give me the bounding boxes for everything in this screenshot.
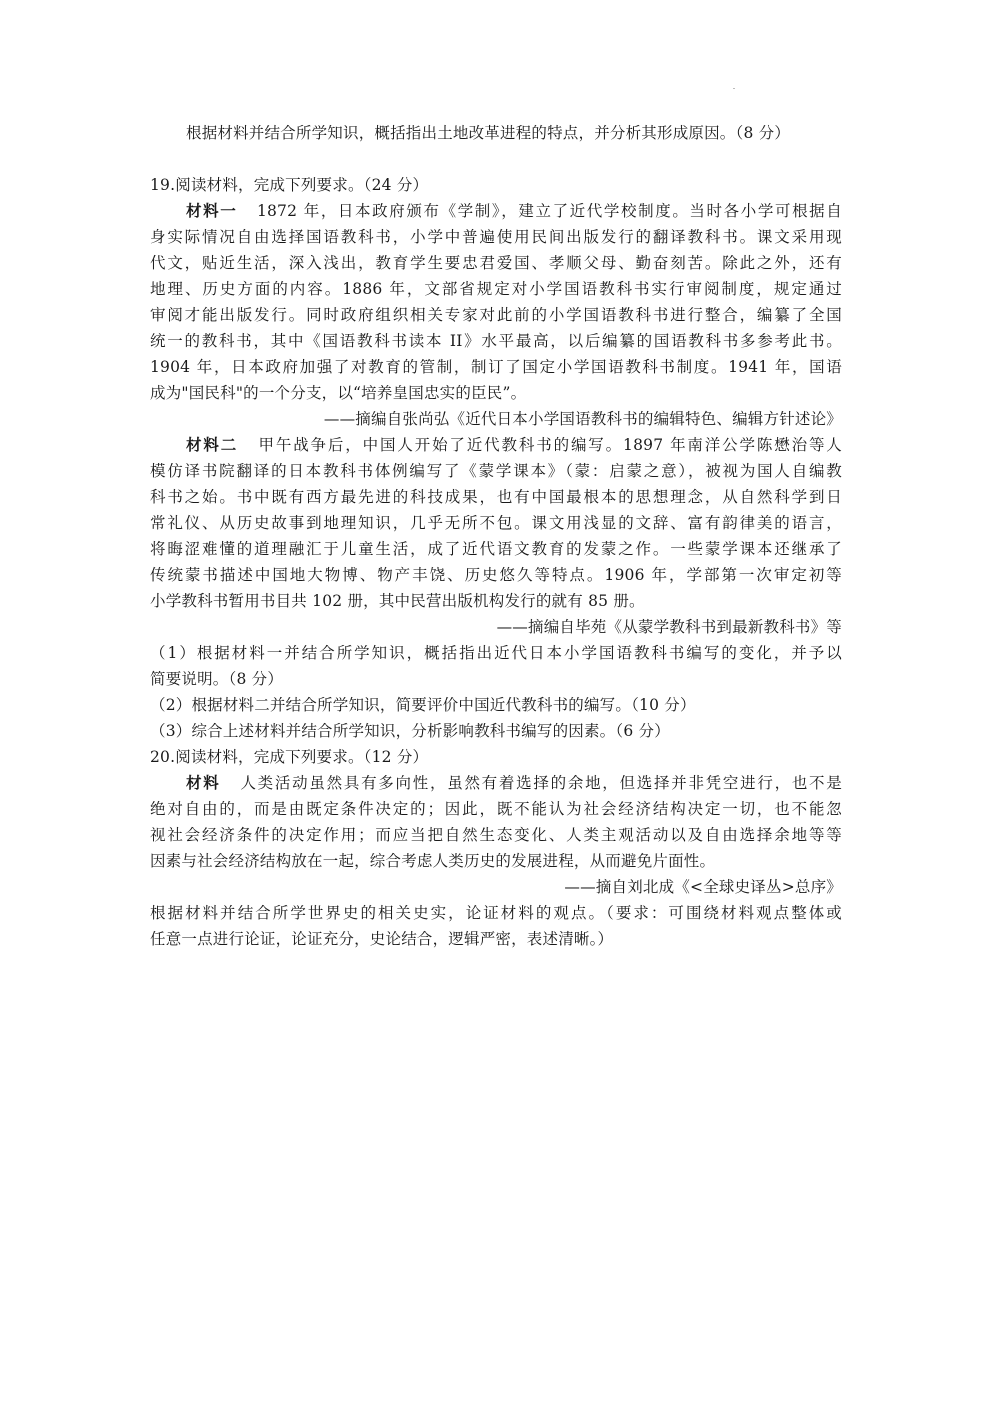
q19-header: 19.阅读材料，完成下列要求。（24 分）: [150, 176, 429, 194]
q19-material1-label: 材料一: [186, 201, 238, 220]
q20-material-line: 绝对自由的，而是由既定条件决定的；因此，既不能认为社会经济结构决定一切，也不能忽: [150, 800, 842, 818]
q19-material1-source: ——摘编自张尚弘《近代日本小学国语教科书的编辑特色、编辑方针述论》: [323, 410, 842, 428]
q19-subquestion-1-cont: 简要说明。（8 分）: [150, 670, 284, 688]
q20-material-source: ——摘自刘北成《<全球史译丛>总序》: [564, 878, 842, 896]
q20-material-line: 材料 人类活动虽然具有多向性，虽然有着选择的余地，但选择并非凭空进行，也不是: [186, 773, 842, 792]
q20-task-cont: 任意一点进行论证，论证充分，史论结合，逻辑严密，表述清晰。）: [150, 930, 614, 948]
q19-subquestion-2: （2）根据材料二并结合所学知识，简要评价中国近代教科书的编写。（10 分）: [150, 696, 696, 714]
q19-material1-line: 统一的教科书，其中《国语教科书读本 II》水平最高，以后编纂的国语教科书多参考此书。: [150, 332, 842, 350]
q19-material2-line: 科书之始。书中既有西方最先进的科技成果，也有中国最根本的思想理念，从自然科学到日: [150, 488, 842, 506]
q19-subquestion-1: （1）根据材料一并结合所学知识，概括指出近代日本小学国语教科书编写的变化，并予以: [150, 644, 842, 662]
q19-material1-line: 审阅才能出版发行。同时政府组织相关专家对此前的小学国语教科书进行整合，编纂了全国: [150, 306, 842, 324]
q19-material2-line: 材料二 甲午战争后，中国人开始了近代教科书的编写。1897 年南洋公学陈懋治等人: [186, 435, 843, 454]
q19-material1-line: 材料一 1872 年，日本政府颁布《学制》，建立了近代学校制度。当时各小学可根据自: [186, 201, 842, 220]
q20-header: 20.阅读材料，完成下列要求。（12 分）: [150, 748, 429, 766]
q20-material-line: 视社会经济条件的决定作用；而应当把自然生态变化、人类主观活动以及自由选择余地等等: [150, 826, 842, 844]
q19-material2-line: 常礼仪、从历史故事到地理知识，几乎无所不包。课文用浅显的文辞、富有韵律美的语言，: [150, 514, 842, 532]
q19-material2-line: 小学教科书暂用书目共 102 册，其中民营出版机构发行的就有 85 册。: [150, 592, 645, 610]
q19-material1-line: 代文，贴近生活，深入浅出，教育学生要忠君爱国、孝顺父母、勤奋刻苦。除此之外，还有: [150, 254, 842, 272]
scan-speck: [733, 88, 735, 89]
q20-material-line: 因素与社会经济结构放在一起，综合考虑人类历史的发展进程，从而避免片面性。: [150, 852, 716, 870]
q19-material2-line: 模仿译书院翻译的日本教科书体例编写了《蒙学课本》（蒙：启蒙之意），被视为国人自编教: [150, 462, 842, 480]
q19-material1-line: 成为"国民科"的一个分支，以“培养皇国忠实的臣民”。: [150, 384, 527, 402]
q20-task: 根据材料并结合所学世界史的相关史实，论证材料的观点。（要求：可围绕材料观点整体或: [150, 904, 842, 922]
q19-material1-line: 身实际情况自由选择国语教科书，小学中普遍使用民间出版发行的翻译教科书。课文采用现: [150, 228, 842, 246]
q19-material2-source: ——摘编自毕苑《从蒙学教科书到最新教科书》等: [496, 618, 842, 636]
q19-subquestion-3: （3）综合上述材料并结合所学知识，分析影响教科书编写的因素。（6 分）: [150, 722, 670, 740]
q19-material2-label: 材料二: [186, 435, 239, 454]
q19-material2-line: 将晦涩难懂的道理融汇于儿童生活，成了近代语文教育的发蒙之作。一些蒙学课本还继承了: [150, 540, 842, 558]
q19-material1-line: 1904 年，日本政府加强了对教育的管制，制订了国定小学国语教科书制度。1941 年，国语: [150, 358, 842, 376]
q19-material2-line: 传统蒙书描述中国地大物博、物产丰饶、历史悠久等特点。1906 年，学部第一次审定初等: [150, 566, 842, 584]
q18-question-tail: 根据材料并结合所学知识，概括指出土地改革进程的特点，并分析其形成原因。（8 分）: [186, 124, 791, 142]
q19-material1-line: 地理、历史方面的内容。1886 年，文部省规定对小学国语教科书实行审阅制度，规定通过: [150, 280, 842, 298]
q20-material-label: 材料: [186, 773, 221, 792]
